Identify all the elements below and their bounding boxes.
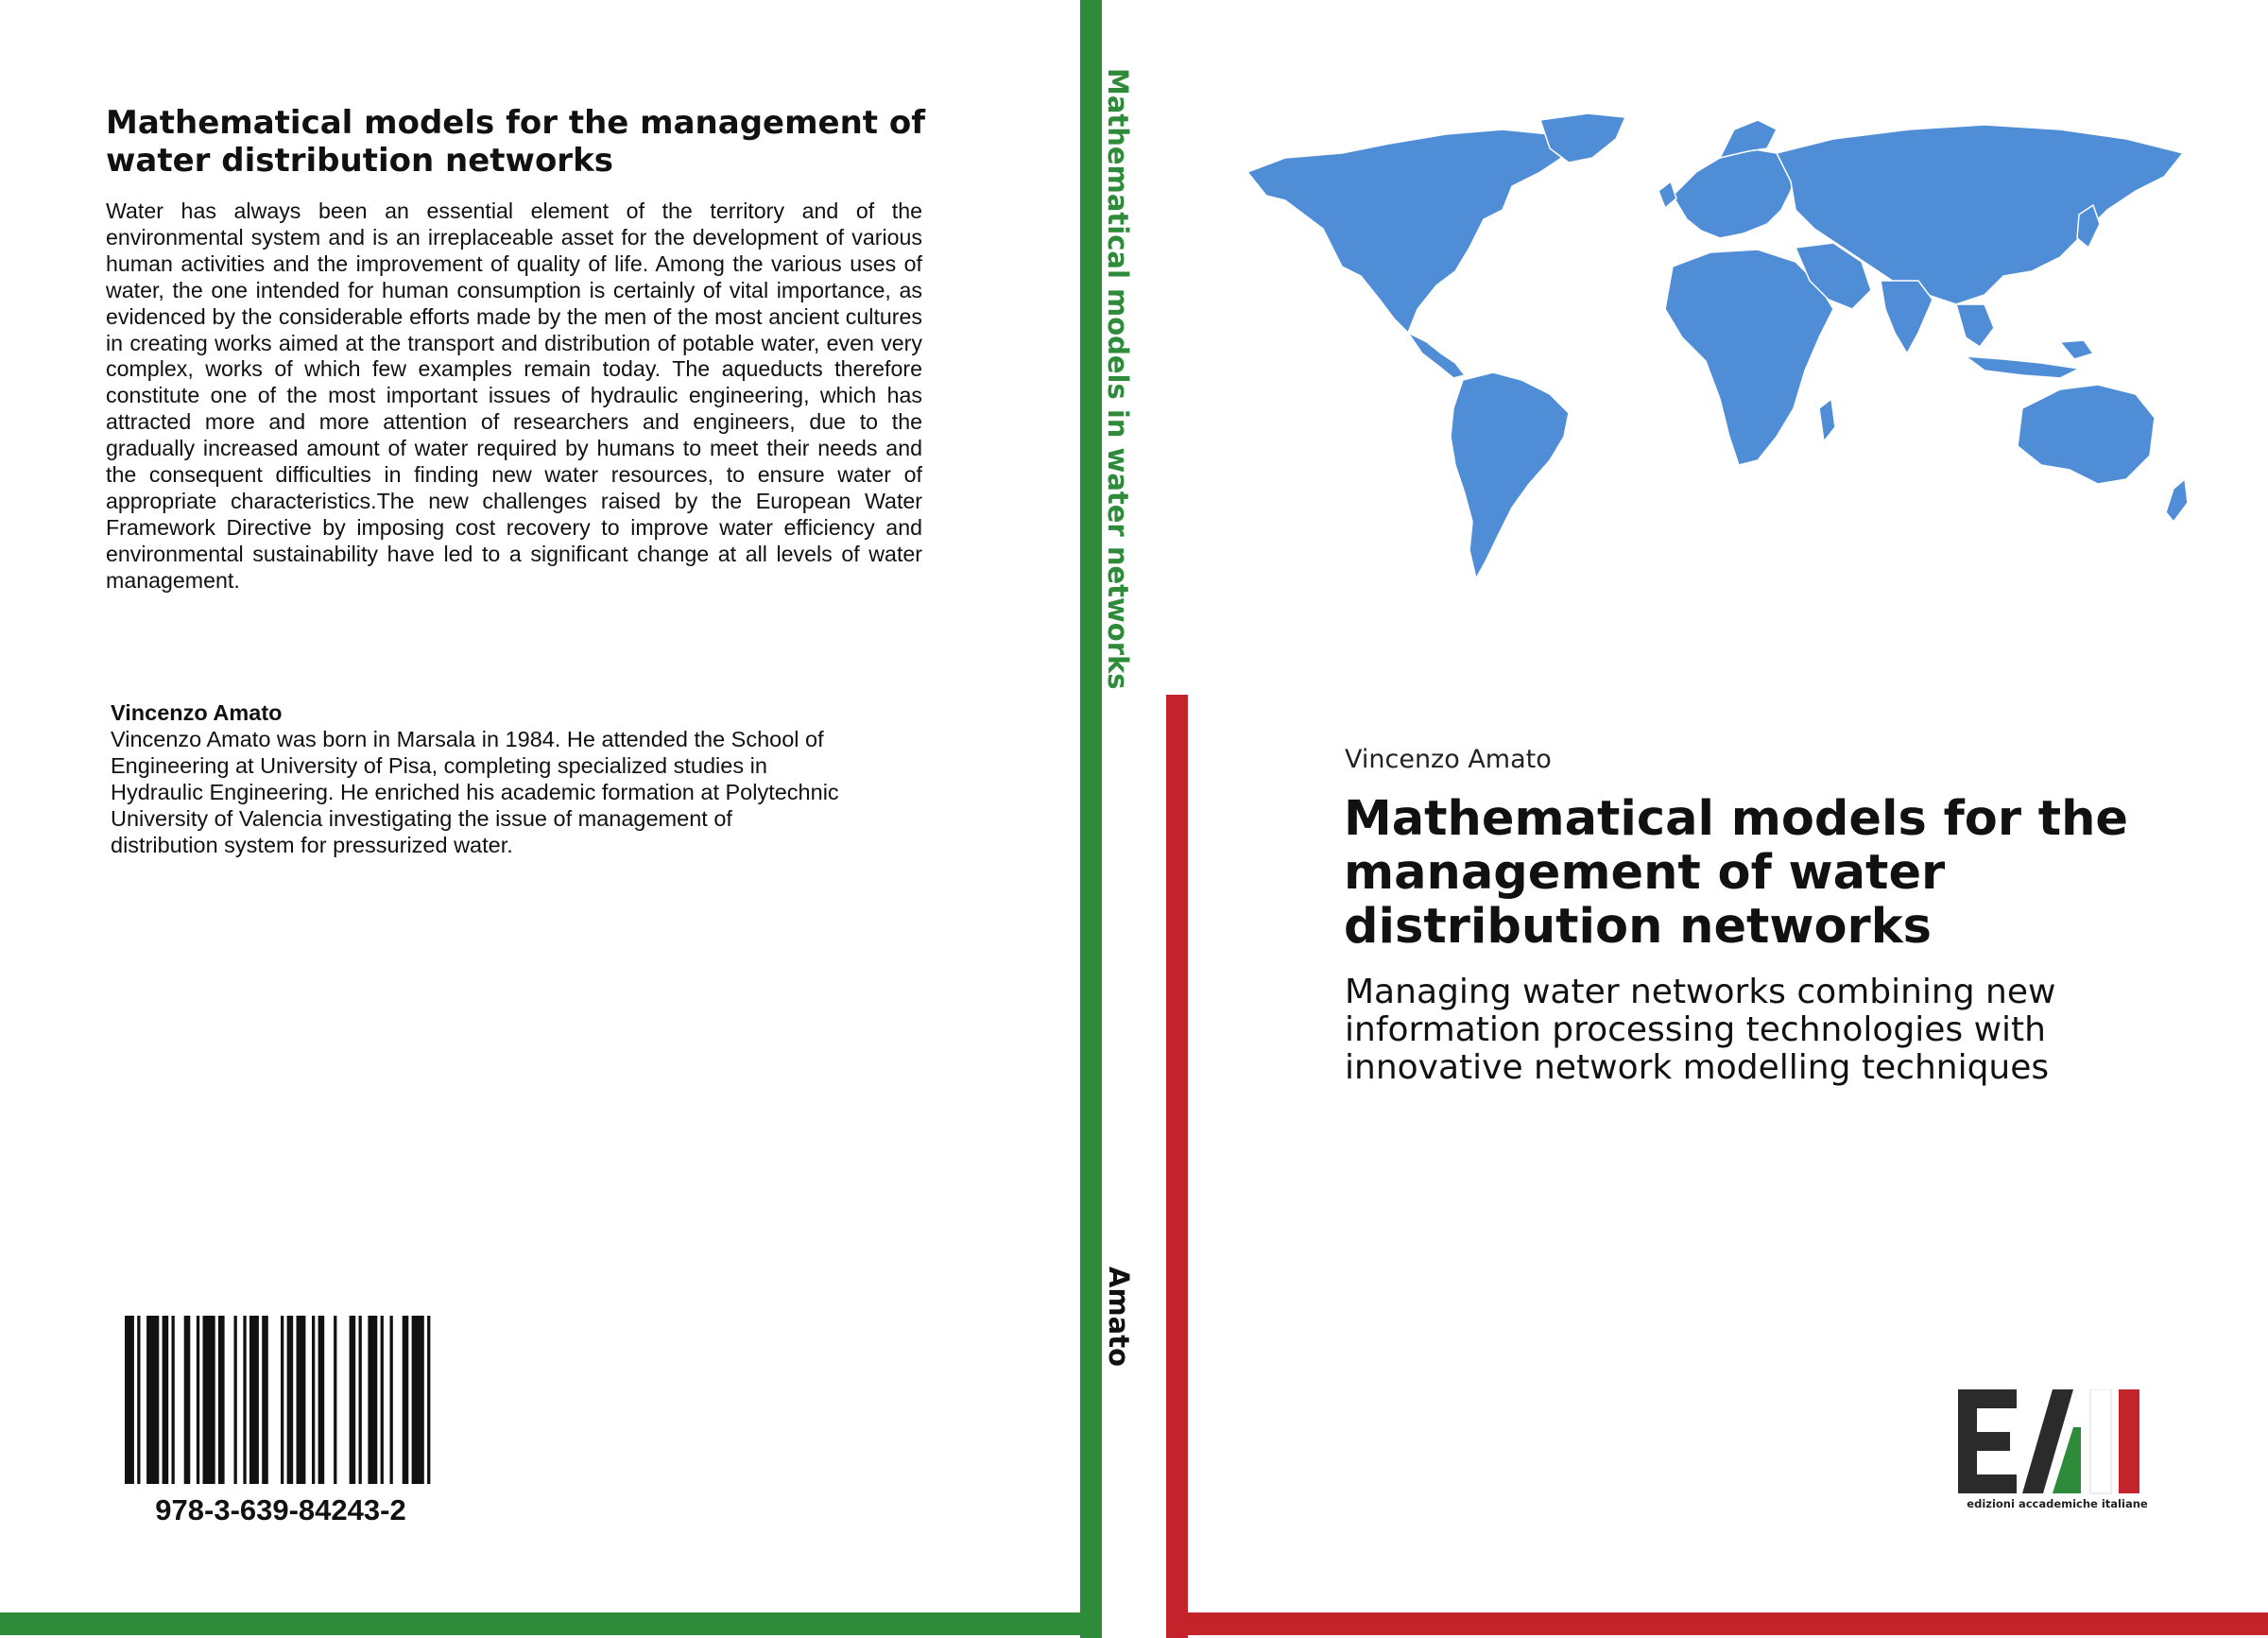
- back-cover-title: Mathematical models for the management of water distribution networks: [106, 104, 926, 180]
- red-bottom-stripe: [1166, 1612, 2268, 1635]
- spine-author: Amato: [1103, 1267, 1135, 1368]
- author-bio: [111, 699, 942, 858]
- green-spine-stripe: [1080, 0, 1102, 1638]
- isbn-number: 978-3-639-84243-2: [155, 1493, 406, 1526]
- spine-title: Mathematical models in water networks: [1102, 68, 1134, 690]
- author-bio-text: Vincenzo Amato was born in Marsala in 1984. He attended the School of Engineering at University of Pisa, completing specialized studies in Hydraulic Engineering. He enriched his academic formation at Polytechnic University of Valencia investigating the issue of management of distribution system for pressurized water.: [111, 727, 839, 857]
- front-cover-author: Vincenzo Amato: [1345, 745, 1552, 774]
- front-cover-title: Mathematical models for the management of water distribution networks: [1344, 791, 2129, 955]
- green-bottom-stripe: [0, 1612, 1102, 1635]
- back-cover-description: Water has always been an essential element of the territory and of the environmental system and is an irreplaceable asset for the development of various human activities and the improvement of quality of life. Among the various uses of water, the one intended for human consumption is certainly of vital importance, as evidenced by the considerable efforts made by the men of the most ancient cultures in creating works aimed at the transport and distribution of potable water, even very complex, works of which few examples remain today. The aqueducts therefore constitute one of the most important issues of hydraulic engineering, which has attracted more and more attention of researchers and engineers, due to the gradually increased amount of water required by humans to meet their needs and the consequent difficulties in finding new water resources, to ensure water of appropriate characteristics.The new challenges raised by the European Water Framework Directive by imposing cost recovery to improve water efficiency and environmental sustainability have led to a significant change at all levels of water management.: [106, 198, 922, 593]
- front-cover-subtitle: Managing water networks combining new information processing technologies with innovative network modelling techniques: [1345, 973, 2056, 1087]
- barcode-icon: [125, 1316, 437, 1484]
- world-map-icon: [1228, 106, 2202, 597]
- author-bio-name: Vincenzo Amato: [111, 700, 283, 725]
- red-front-stripe: [1166, 695, 1188, 1638]
- publisher-name: edizioni accademiche italiane: [1967, 1497, 2148, 1510]
- publisher-logo-icon: [1958, 1389, 2156, 1503]
